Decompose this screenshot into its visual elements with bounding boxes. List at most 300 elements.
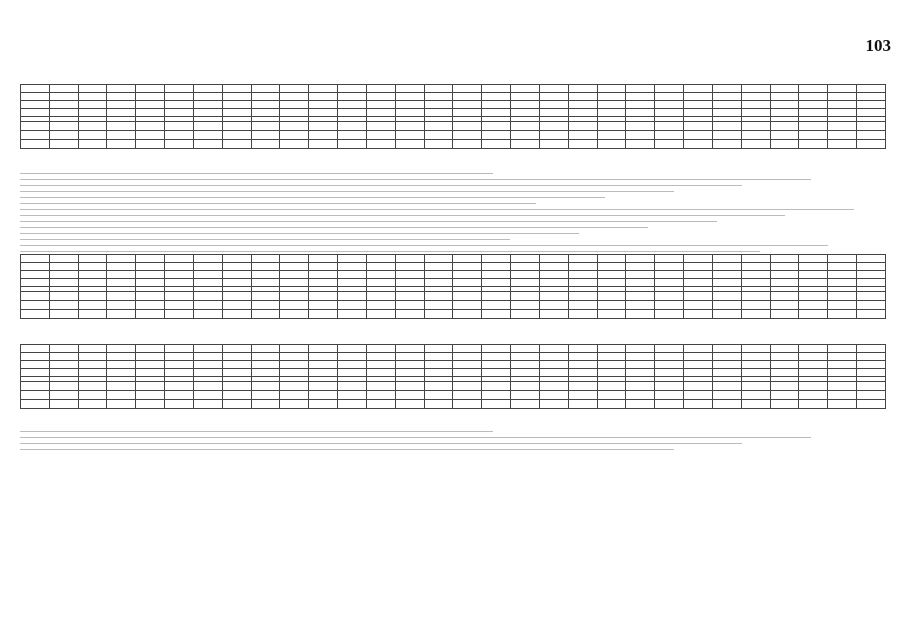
table-cell bbox=[21, 382, 50, 391]
table-cell bbox=[741, 353, 770, 361]
table-cell bbox=[395, 255, 424, 263]
footnotes-3 bbox=[20, 426, 880, 455]
table-cell bbox=[511, 85, 540, 93]
table-cell bbox=[857, 263, 886, 271]
table-cell bbox=[21, 101, 50, 109]
table-cell bbox=[165, 93, 194, 101]
table-cell bbox=[309, 310, 338, 319]
table-cell bbox=[511, 140, 540, 149]
table-cell bbox=[857, 391, 886, 400]
table-cell bbox=[539, 400, 568, 409]
table-cell bbox=[309, 353, 338, 361]
table-cell bbox=[251, 122, 280, 131]
table-cell bbox=[366, 85, 395, 93]
table-cell bbox=[828, 93, 857, 101]
table-cell bbox=[21, 279, 50, 287]
table-cell bbox=[395, 109, 424, 117]
footnote-line bbox=[20, 203, 536, 204]
table-cell bbox=[78, 345, 107, 353]
table-cell bbox=[597, 93, 626, 101]
table-cell bbox=[280, 292, 309, 301]
table-cell bbox=[280, 131, 309, 140]
table-cell bbox=[136, 369, 165, 377]
table-cell bbox=[770, 101, 799, 109]
table-cell bbox=[193, 382, 222, 391]
table-cell bbox=[626, 353, 655, 361]
table-cell bbox=[395, 85, 424, 93]
table-cell bbox=[165, 263, 194, 271]
table-cell bbox=[770, 93, 799, 101]
table-cell bbox=[482, 361, 511, 369]
page-number: 103 bbox=[865, 36, 891, 55]
table-cell bbox=[251, 279, 280, 287]
table-cell bbox=[857, 369, 886, 377]
table-cell bbox=[712, 310, 741, 319]
table-cell bbox=[597, 122, 626, 131]
table-cell bbox=[366, 122, 395, 131]
table-cell bbox=[741, 361, 770, 369]
table-cell bbox=[511, 255, 540, 263]
table-cell bbox=[222, 301, 251, 310]
table-cell bbox=[49, 85, 78, 93]
table-cell bbox=[193, 353, 222, 361]
table-cell bbox=[828, 361, 857, 369]
table-cell bbox=[511, 101, 540, 109]
table-cell bbox=[193, 271, 222, 279]
table-cell bbox=[712, 382, 741, 391]
table-cell bbox=[21, 109, 50, 117]
table-cell bbox=[741, 263, 770, 271]
table-cell bbox=[165, 271, 194, 279]
table-cell bbox=[712, 292, 741, 301]
table-cell bbox=[309, 361, 338, 369]
table-cell bbox=[828, 255, 857, 263]
table-cell bbox=[338, 391, 367, 400]
table-cell bbox=[568, 85, 597, 93]
table-cell bbox=[741, 369, 770, 377]
table-cell bbox=[770, 369, 799, 377]
table-cell bbox=[482, 400, 511, 409]
table-cell bbox=[165, 279, 194, 287]
table-cell bbox=[193, 109, 222, 117]
table-cell bbox=[655, 279, 684, 287]
table-cell bbox=[684, 101, 713, 109]
table-cell bbox=[78, 310, 107, 319]
table-cell bbox=[338, 369, 367, 377]
table-cell bbox=[597, 391, 626, 400]
table-cell bbox=[828, 140, 857, 149]
table-cell bbox=[597, 353, 626, 361]
table-cell bbox=[857, 101, 886, 109]
table-cell bbox=[366, 301, 395, 310]
table-cell bbox=[568, 101, 597, 109]
table-cell bbox=[395, 271, 424, 279]
table-cell bbox=[165, 345, 194, 353]
table-cell bbox=[21, 292, 50, 301]
table-cell bbox=[107, 93, 136, 101]
table-header-row bbox=[21, 101, 886, 109]
table-cell bbox=[280, 310, 309, 319]
table-cell bbox=[770, 292, 799, 301]
table-cell bbox=[222, 279, 251, 287]
table-cell bbox=[511, 391, 540, 400]
table-cell bbox=[136, 263, 165, 271]
table-cell bbox=[251, 391, 280, 400]
table-cell bbox=[21, 400, 50, 409]
table-cell bbox=[568, 353, 597, 361]
table-cell bbox=[280, 255, 309, 263]
table-cell bbox=[424, 85, 453, 93]
table-cell bbox=[799, 382, 828, 391]
table-cell bbox=[770, 353, 799, 361]
table-cell bbox=[511, 353, 540, 361]
table-cell bbox=[78, 122, 107, 131]
table-cell bbox=[626, 400, 655, 409]
table-cell bbox=[49, 361, 78, 369]
table-cell bbox=[482, 140, 511, 149]
table-cell bbox=[684, 93, 713, 101]
table-cell bbox=[21, 140, 50, 149]
table-cell bbox=[280, 345, 309, 353]
table-cell bbox=[424, 391, 453, 400]
table-cell bbox=[78, 109, 107, 117]
table-cell bbox=[597, 101, 626, 109]
table-cell bbox=[165, 369, 194, 377]
table-cell bbox=[568, 140, 597, 149]
table-cell bbox=[597, 369, 626, 377]
table-cell bbox=[799, 400, 828, 409]
table-cell bbox=[21, 301, 50, 310]
table-cell bbox=[539, 271, 568, 279]
table-cell bbox=[453, 400, 482, 409]
table-cell bbox=[338, 361, 367, 369]
table-cell bbox=[78, 353, 107, 361]
table-cell bbox=[395, 122, 424, 131]
table-cell bbox=[655, 345, 684, 353]
table-cell bbox=[684, 279, 713, 287]
table-cell bbox=[828, 400, 857, 409]
table-body bbox=[21, 85, 886, 149]
table-cell bbox=[741, 271, 770, 279]
table-cell bbox=[482, 345, 511, 353]
table-cell bbox=[136, 93, 165, 101]
table-cell bbox=[222, 382, 251, 391]
table-cell bbox=[453, 391, 482, 400]
table-cell bbox=[655, 361, 684, 369]
table-cell bbox=[165, 255, 194, 263]
table-cell bbox=[78, 400, 107, 409]
table-cell bbox=[49, 391, 78, 400]
table-cell bbox=[395, 292, 424, 301]
table-cell bbox=[482, 391, 511, 400]
table-cell bbox=[799, 353, 828, 361]
table-cell bbox=[280, 122, 309, 131]
table-cell bbox=[136, 382, 165, 391]
table-cell bbox=[49, 93, 78, 101]
table-cell bbox=[338, 255, 367, 263]
table-cell bbox=[626, 279, 655, 287]
table-cell bbox=[366, 310, 395, 319]
table-cell bbox=[655, 292, 684, 301]
table-cell bbox=[49, 353, 78, 361]
table-cell bbox=[107, 345, 136, 353]
table-cell bbox=[568, 122, 597, 131]
table-cell bbox=[193, 345, 222, 353]
table-cell bbox=[107, 353, 136, 361]
table-cell bbox=[712, 122, 741, 131]
table-cell bbox=[741, 400, 770, 409]
table-cell bbox=[511, 122, 540, 131]
table-cell bbox=[511, 279, 540, 287]
table-cell bbox=[655, 122, 684, 131]
table-cell bbox=[280, 400, 309, 409]
footnote-line bbox=[20, 191, 674, 192]
table-cell bbox=[626, 255, 655, 263]
table-cell bbox=[684, 400, 713, 409]
table-cell bbox=[799, 263, 828, 271]
table-cell bbox=[21, 263, 50, 271]
table-cell bbox=[741, 279, 770, 287]
table-cell bbox=[424, 271, 453, 279]
table-cell bbox=[511, 93, 540, 101]
table-cell bbox=[539, 109, 568, 117]
table-cell bbox=[453, 109, 482, 117]
table-cell bbox=[828, 85, 857, 93]
table-cell bbox=[280, 369, 309, 377]
table-cell bbox=[626, 382, 655, 391]
table-cell bbox=[49, 369, 78, 377]
table-cell bbox=[684, 109, 713, 117]
table-cell bbox=[338, 353, 367, 361]
table-cell bbox=[395, 400, 424, 409]
table-cell bbox=[338, 310, 367, 319]
table-cell bbox=[828, 353, 857, 361]
table-row bbox=[21, 140, 886, 149]
table-cell bbox=[366, 292, 395, 301]
table-cell bbox=[136, 271, 165, 279]
table-cell bbox=[222, 255, 251, 263]
table-cell bbox=[21, 369, 50, 377]
table-cell bbox=[857, 382, 886, 391]
table-cell bbox=[828, 345, 857, 353]
table-cell bbox=[828, 369, 857, 377]
table-cell bbox=[309, 140, 338, 149]
table-cell bbox=[712, 271, 741, 279]
table-cell bbox=[655, 382, 684, 391]
footnote-line bbox=[20, 239, 510, 240]
table-header-row bbox=[21, 255, 886, 263]
table-cell bbox=[857, 122, 886, 131]
table-cell bbox=[799, 361, 828, 369]
table-cell bbox=[395, 361, 424, 369]
table-cell bbox=[338, 101, 367, 109]
table-cell bbox=[799, 301, 828, 310]
table-cell bbox=[712, 131, 741, 140]
table-cell bbox=[424, 310, 453, 319]
table-cell bbox=[799, 85, 828, 93]
table-cell bbox=[597, 310, 626, 319]
table-body bbox=[21, 345, 886, 409]
table-cell bbox=[482, 271, 511, 279]
table-cell bbox=[453, 310, 482, 319]
table-cell bbox=[453, 122, 482, 131]
table-cell bbox=[78, 292, 107, 301]
table-cell bbox=[424, 109, 453, 117]
table-cell bbox=[684, 122, 713, 131]
table-cell bbox=[828, 391, 857, 400]
table-cell bbox=[193, 93, 222, 101]
table-cell bbox=[366, 109, 395, 117]
table-row bbox=[21, 400, 886, 409]
table-cell bbox=[770, 391, 799, 400]
table-cell bbox=[107, 382, 136, 391]
table-cell bbox=[568, 279, 597, 287]
table-cell bbox=[828, 101, 857, 109]
table-cell bbox=[857, 93, 886, 101]
table-cell bbox=[799, 391, 828, 400]
table-cell bbox=[741, 85, 770, 93]
table-cell bbox=[828, 382, 857, 391]
table-cell bbox=[684, 382, 713, 391]
table-cell bbox=[424, 382, 453, 391]
footnote-line bbox=[20, 227, 648, 228]
table-cell bbox=[453, 353, 482, 361]
table-cell bbox=[626, 271, 655, 279]
table-cell bbox=[338, 131, 367, 140]
table-cell bbox=[453, 369, 482, 377]
table-cell bbox=[741, 301, 770, 310]
table-cell bbox=[712, 140, 741, 149]
table-cell bbox=[741, 101, 770, 109]
table-cell bbox=[366, 353, 395, 361]
table-cell bbox=[482, 292, 511, 301]
table-cell bbox=[366, 369, 395, 377]
table-cell bbox=[165, 301, 194, 310]
table-cell bbox=[655, 369, 684, 377]
table-cell bbox=[107, 400, 136, 409]
table-cell bbox=[136, 279, 165, 287]
table-cell bbox=[626, 101, 655, 109]
table-cell bbox=[107, 101, 136, 109]
table-cell bbox=[338, 382, 367, 391]
table-cell bbox=[626, 93, 655, 101]
table-cell bbox=[511, 292, 540, 301]
table-cell bbox=[712, 255, 741, 263]
table-cell bbox=[338, 400, 367, 409]
table-cell bbox=[626, 301, 655, 310]
table-cell bbox=[712, 361, 741, 369]
table-cell bbox=[453, 140, 482, 149]
table-cell bbox=[482, 353, 511, 361]
table-cell bbox=[770, 140, 799, 149]
footnote-line bbox=[20, 215, 785, 216]
table-cell bbox=[482, 131, 511, 140]
table-header-row bbox=[21, 369, 886, 377]
table-cell bbox=[770, 310, 799, 319]
table-cell bbox=[655, 255, 684, 263]
table-cell bbox=[684, 263, 713, 271]
table-cell bbox=[597, 279, 626, 287]
table-cell bbox=[395, 93, 424, 101]
table-cell bbox=[511, 382, 540, 391]
table-cell bbox=[49, 400, 78, 409]
table-header-row bbox=[21, 85, 886, 93]
table-cell bbox=[193, 369, 222, 377]
table-cell bbox=[78, 361, 107, 369]
table-cell bbox=[828, 310, 857, 319]
table-cell bbox=[453, 345, 482, 353]
table-cell bbox=[222, 109, 251, 117]
table-cell bbox=[280, 109, 309, 117]
table-cell bbox=[626, 109, 655, 117]
table-cell bbox=[539, 345, 568, 353]
table-cell bbox=[366, 361, 395, 369]
table-cell bbox=[366, 255, 395, 263]
table-cell bbox=[193, 122, 222, 131]
table-cell bbox=[568, 361, 597, 369]
table-cell bbox=[280, 353, 309, 361]
table-cell bbox=[568, 369, 597, 377]
table-cell bbox=[453, 271, 482, 279]
footnote-line bbox=[20, 449, 674, 450]
table-cell bbox=[770, 131, 799, 140]
table-cell bbox=[222, 131, 251, 140]
table-row bbox=[21, 301, 886, 310]
table-cell bbox=[799, 279, 828, 287]
table-cell bbox=[741, 382, 770, 391]
table-cell bbox=[193, 279, 222, 287]
table-cell bbox=[568, 310, 597, 319]
table-cell bbox=[78, 131, 107, 140]
table-cell bbox=[626, 122, 655, 131]
table-cell bbox=[511, 263, 540, 271]
table-cell bbox=[49, 301, 78, 310]
table-cell bbox=[857, 255, 886, 263]
table-cell bbox=[799, 345, 828, 353]
table-cell bbox=[222, 263, 251, 271]
table-cell bbox=[424, 345, 453, 353]
table-cell bbox=[21, 353, 50, 361]
table-cell bbox=[568, 271, 597, 279]
table-cell bbox=[49, 255, 78, 263]
table-row bbox=[21, 382, 886, 391]
table-cell bbox=[78, 301, 107, 310]
table-cell bbox=[712, 391, 741, 400]
table-cell bbox=[857, 310, 886, 319]
table-cell bbox=[684, 85, 713, 93]
table-cell bbox=[49, 101, 78, 109]
table-cell bbox=[309, 109, 338, 117]
table-cell bbox=[222, 345, 251, 353]
table-cell bbox=[165, 140, 194, 149]
table-row bbox=[21, 310, 886, 319]
table-cell bbox=[136, 109, 165, 117]
table-cell bbox=[655, 131, 684, 140]
table-cell bbox=[251, 382, 280, 391]
table-cell bbox=[482, 263, 511, 271]
table-cell bbox=[770, 279, 799, 287]
table-cell bbox=[251, 140, 280, 149]
table-cell bbox=[395, 382, 424, 391]
table-cell bbox=[136, 400, 165, 409]
table-cell bbox=[655, 353, 684, 361]
table-cell bbox=[568, 255, 597, 263]
table-cell bbox=[799, 310, 828, 319]
table-cell bbox=[655, 391, 684, 400]
table-cell bbox=[222, 122, 251, 131]
table-cell bbox=[539, 391, 568, 400]
table-cell bbox=[770, 382, 799, 391]
